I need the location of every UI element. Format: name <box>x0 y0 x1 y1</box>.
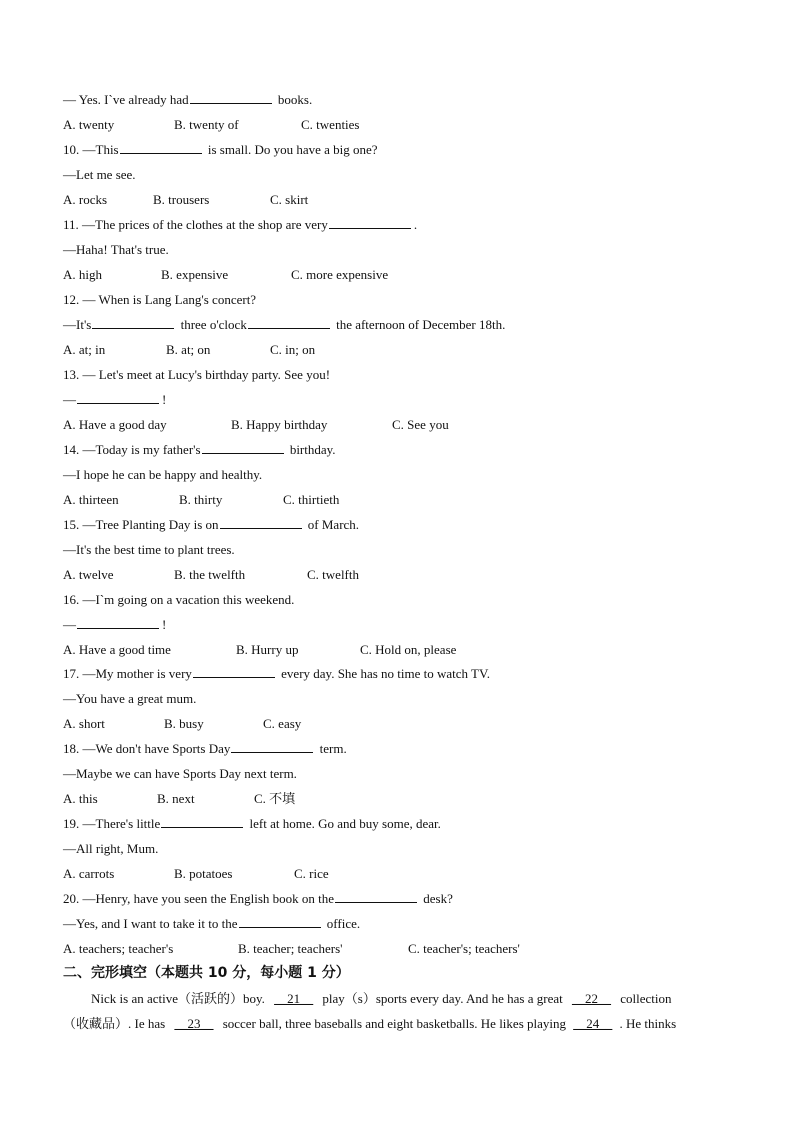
q18-options <box>63 791 295 807</box>
q9-options <box>63 117 360 133</box>
option-c: C. teacher's; teachers' <box>408 941 520 956</box>
answer-blank[interactable] <box>77 617 159 629</box>
option-c: C. thirtieth <box>283 492 340 507</box>
q14-prompt: 14. —Today is my father's birthday. <box>63 442 336 457</box>
option-a: A. Have a good day <box>63 417 167 432</box>
q20-options <box>63 941 520 957</box>
option-b: B. potatoes <box>174 866 233 881</box>
option-a: A. thirteen <box>63 492 119 507</box>
cloze-line-1: Nick is an active（活跃的）boy. __21__ play（s）sports every day. And he has a great __22__ collection <box>91 991 672 1006</box>
option-c: C. in; on <box>270 342 316 357</box>
option-b: B. thirty <box>179 492 223 507</box>
cloze-blank-21[interactable]: __21__ <box>274 991 314 1006</box>
q18-prompt: 18. —We don't have Sports Day term. <box>63 741 347 756</box>
q15-options <box>63 567 359 583</box>
answer-blank[interactable] <box>161 816 243 828</box>
answer-blank[interactable] <box>92 317 174 329</box>
q17-options <box>63 716 301 732</box>
answer-blank[interactable] <box>202 442 284 454</box>
q10-prompt: 10. —This is small. Do you have a big one? <box>63 142 378 157</box>
option-a: A. short <box>63 716 105 731</box>
option-b: B. twenty of <box>174 117 239 132</box>
q11-prompt: 11. —The prices of the clothes at the shop are very . <box>63 217 418 232</box>
answer-blank[interactable] <box>329 217 411 229</box>
q12-reply: —It's three o'clock the afternoon of December 18th. <box>63 317 506 332</box>
q13-reply: — ! <box>63 392 167 407</box>
q10-reply: —Let me see. <box>63 167 136 182</box>
answer-blank[interactable] <box>335 891 417 903</box>
q9-prompt: — Yes. I`ve already had books. <box>63 92 313 107</box>
q13-prompt: 13. — Let's meet at Lucy's birthday party. See you! <box>63 367 331 382</box>
option-c: C. twenties <box>301 117 360 132</box>
q16-reply: — ! <box>63 617 167 632</box>
option-a: A. at; in <box>63 342 106 357</box>
option-b: B. next <box>157 791 195 806</box>
q13-options <box>63 417 449 433</box>
q19-prompt: 19. —There's little left at home. Go and buy some, dear. <box>63 816 441 831</box>
q15-prompt: 15. —Tree Planting Day is on of March. <box>63 517 360 532</box>
option-a: A. carrots <box>63 866 115 881</box>
q19-options <box>63 866 329 882</box>
option-c: C. See you <box>392 417 449 432</box>
cloze-blank-22[interactable]: __22__ <box>571 991 611 1006</box>
option-b: B. trousers <box>153 192 210 207</box>
q14-reply: —I hope he can be happy and healthy. <box>63 467 263 482</box>
q14-options <box>63 492 339 508</box>
option-b: B. teacher; teachers' <box>238 941 343 956</box>
q17-prompt: 17. —My mother is very every day. She has no time to watch TV. <box>63 666 490 681</box>
option-b: B. Happy birthday <box>231 417 328 432</box>
option-c: C. more expensive <box>291 267 389 282</box>
q11-options <box>63 267 388 283</box>
answer-blank[interactable] <box>220 517 302 529</box>
q11-reply: —Haha! That's true. <box>63 242 169 257</box>
option-b: B. at; on <box>166 342 211 357</box>
cloze-line-2: （收藏品）. Ie has __23__ soccer ball, three baseballs and eight basketballs. He likes playing __24__ . He thinks <box>63 1016 677 1031</box>
q16-prompt: 16. —I`m going on a vacation this weekend. <box>63 592 295 607</box>
q10-options <box>63 192 308 208</box>
option-c: C. rice <box>294 866 329 881</box>
option-b: B. busy <box>164 716 204 731</box>
cloze-blank-23[interactable]: __23__ <box>174 1016 214 1031</box>
q15-reply: —It's the best time to plant trees. <box>63 542 235 557</box>
q17-reply: —You have a great mum. <box>63 691 197 706</box>
q20-prompt: 20. —Henry, have you seen the English book on the desk? <box>63 891 453 906</box>
option-c: C. skirt <box>270 192 309 207</box>
option-c: C. twelfth <box>307 567 359 582</box>
option-a: A. twelve <box>63 567 114 582</box>
answer-blank[interactable] <box>77 392 159 404</box>
answer-blank[interactable] <box>120 142 202 154</box>
option-a: A. high <box>63 267 102 282</box>
option-a: A. Have a good time <box>63 642 171 657</box>
option-b: B. expensive <box>161 267 229 282</box>
q20-reply: —Yes, and I want to take it to the office. <box>63 916 361 931</box>
q18-reply: —Maybe we can have Sports Day next term. <box>63 766 297 781</box>
q19-reply: —All right, Mum. <box>63 841 159 856</box>
option-b: B. Hurry up <box>236 642 299 657</box>
answer-blank[interactable] <box>239 916 321 928</box>
option-a: A. rocks <box>63 192 108 207</box>
section-title: 二、完形填空（本题共 10 分，每小题 1 分） <box>63 965 350 981</box>
answer-blank[interactable] <box>248 317 330 329</box>
option-c: C. easy <box>263 716 302 731</box>
cloze-blank-24[interactable]: __24__ <box>573 1016 613 1031</box>
option-c: C. 不填 <box>254 791 296 806</box>
answer-blank[interactable] <box>193 666 275 678</box>
answer-blank[interactable] <box>190 92 272 104</box>
option-a: A. teachers; teacher's <box>63 941 174 956</box>
option-a: A. twenty <box>63 117 115 132</box>
answer-blank[interactable] <box>231 741 313 753</box>
option-b: B. the twelfth <box>174 567 246 582</box>
q12-prompt: 12. — When is Lang Lang's concert? <box>63 292 257 307</box>
option-a: A. this <box>63 791 98 806</box>
q12-options <box>63 342 315 358</box>
option-c: C. Hold on, please <box>360 642 457 657</box>
q16-options <box>63 642 456 658</box>
